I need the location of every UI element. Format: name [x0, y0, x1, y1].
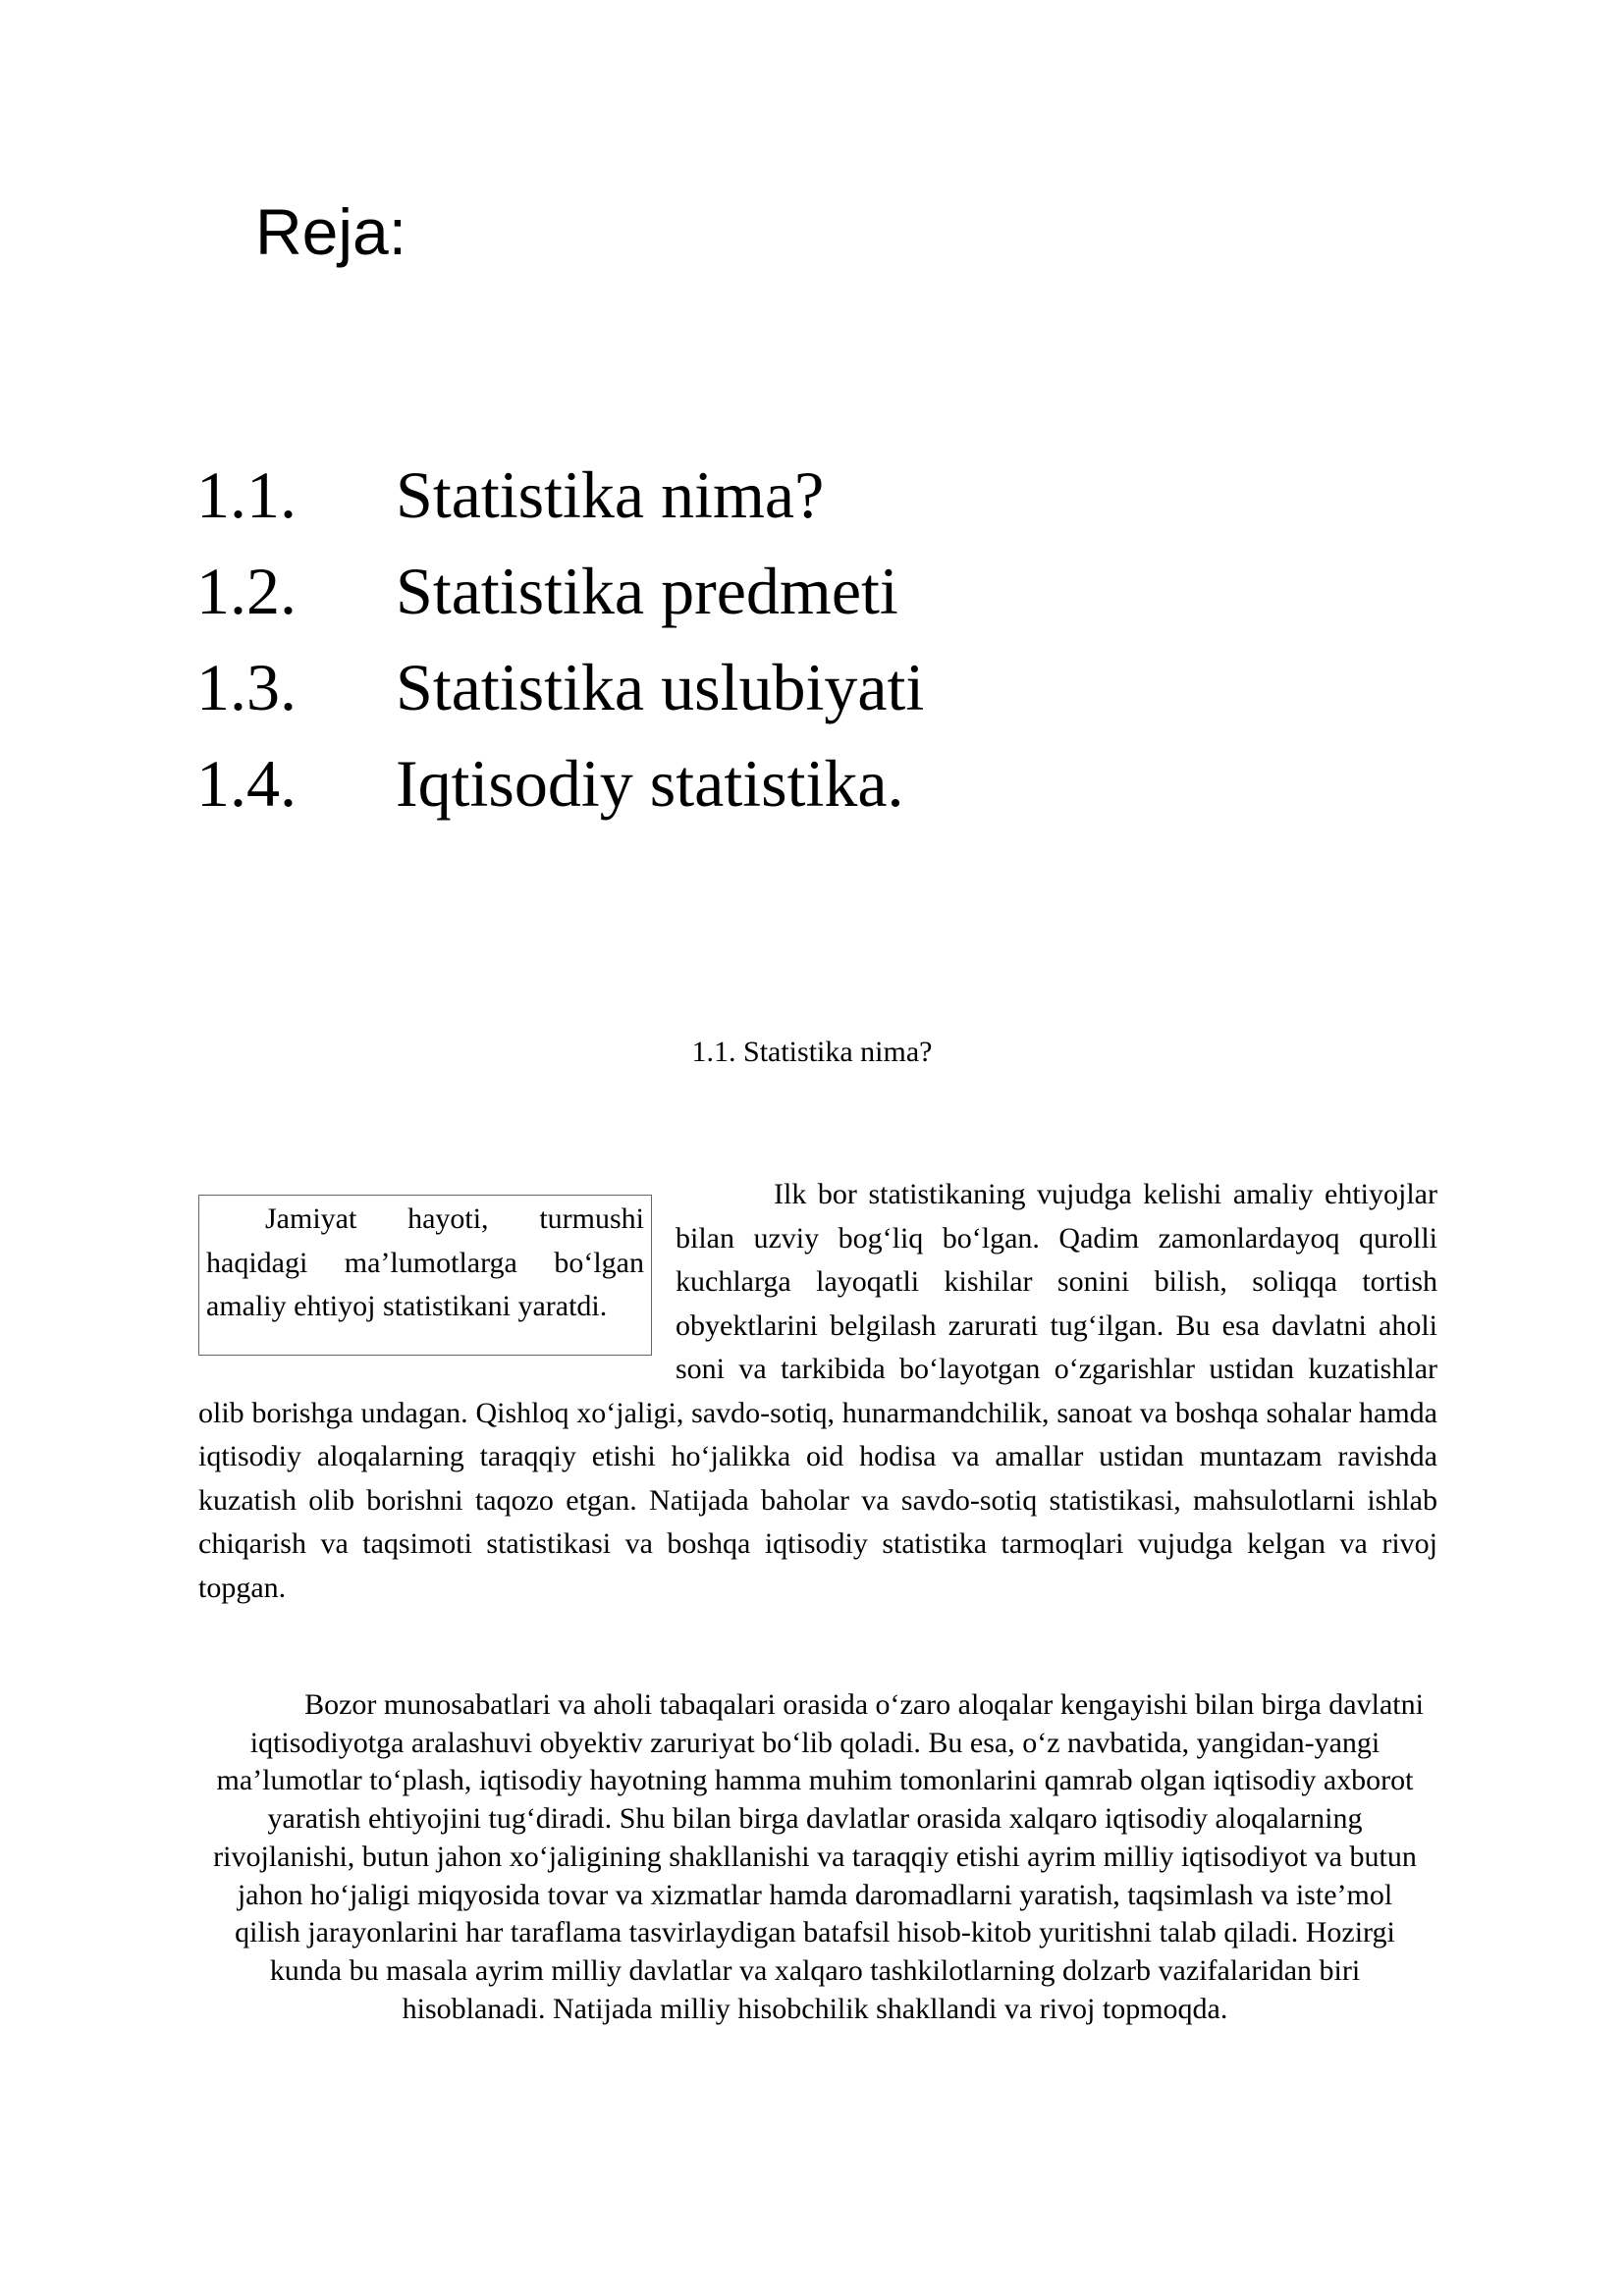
plan-item-text: Statistika uslubiyati — [396, 650, 925, 724]
plan-item — [196, 543, 924, 639]
paragraph-1: Ilk bor statistikaning vujudga kelishi amaliy ehtiyojlar bilan uzviy bog‘liq bo‘lgan. Qadim zamonlardayoq qurolli kuchlarga layoqatli kishilar sonini bilish, soliqqa tortish obyektlarini belgilash zarurati tug‘ilgan. Bu esa davlatni aholi soni va tarkibida bo‘layotgan o‘zgarishlar ustidan kuzatishlar olib borishga undagan. Qishloq xo‘jaligi, savdo-sotiq, hunarmandchilik, sanoat va boshqa sohalar hamda iqtisodiy aloqalarning taraqqiy etishi ho‘jalikka oid hodisa va amallar ustidan muntazam ravishda kuzatish olib borishni taqozo etgan. Natijada baholar va savdo-sotiq statistikasi, mahsulotlarni ishlab chiqarish va taqsimoti statistikasi va boshqa iqtisodiy statistika tarmoqlari vujudga kelgan va rivoj topgan. — [198, 1178, 1437, 1604]
plan-item-number: 1.3. — [196, 650, 297, 724]
plan-list — [196, 447, 924, 831]
plan-item — [196, 639, 924, 735]
plan-item-number: 1.4. — [196, 746, 297, 821]
plan-item-text: Statistika nima? — [396, 457, 825, 532]
paragraph-2: Bozor munosabatlari va aholi tabaqalari orasida o‘zaro aloqalar kengayishi bilan birga davlatni iqtisodiyotga aralashuvi obyektiv zaruriyat bo‘lib qoladi. Bu esa, o‘z navbatida, yangidan-yangi ma’lumotlar to‘plash, iqtisodiy hayotning hamma muhim tomonlarini qamrab olgan iqtisodiy axborot yaratish ehtiyojini tug‘diradi. Shu bilan birga davlatlar orasida xalqaro iqtisodiy aloqalarning rivojlanishi, butun jahon xo‘jaligining shakllanishi va taraqqiy etishi ayrim milliy iqtisodiyot va butun jahon ho‘jaligi miqyosida tovar va xizmatlar hamda daromadlarni yaratish, taqsimlash va iste’mol qilish jarayonlarini har taraflama tasvirlaydigan batafsil hisob-kitob yuritishni talab qiladi. Hozirgi kunda bu masala ayrim milliy davlatlar va xalqaro tashkilotlarning dolzarb vazifalaridan biri hisoblanadi. Natijada milliy hisobchilik shakllandi va rivoj topmoqda. — [213, 1688, 1424, 2025]
plan-item — [196, 447, 924, 543]
section-heading: 1.1. Statistika nima? — [691, 1036, 933, 1068]
page-title: Reja: — [255, 195, 407, 268]
plan-item-text: Iqtisodiy statistika. — [396, 746, 904, 821]
plan-item-number: 1.2. — [196, 554, 297, 628]
plan-item — [196, 735, 924, 831]
plan-item-number: 1.1. — [196, 457, 297, 532]
plan-item-text: Statistika predmeti — [396, 554, 898, 628]
section-body — [198, 1173, 1437, 1610]
sidenote-box: Jamiyat hayoti, turmushi haqidagi ma’lumotlarga bo‘lgan amaliy ehtiyoj statistikani yaratdi. — [198, 1195, 652, 1356]
